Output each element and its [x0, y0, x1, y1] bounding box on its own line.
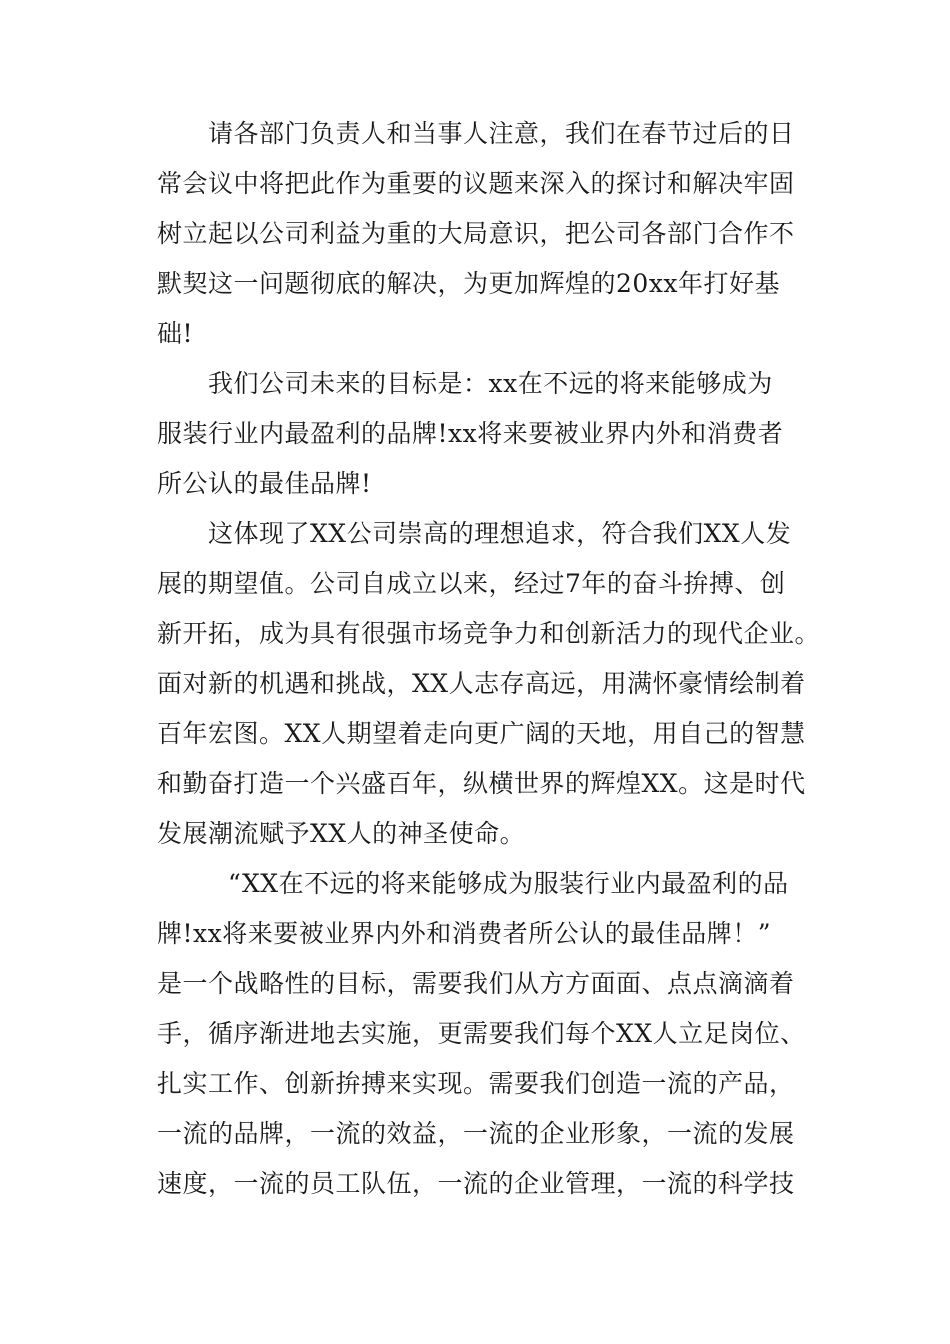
- paragraph-4-line-1: “XX在不远的将来能够成为服装行业内最盈利的品: [228, 869, 789, 898]
- paragraph-3-line-6: 和勤奋打造一个兴盛百年，纵横世界的辉煌XX。这是时代: [157, 769, 806, 798]
- paragraph-2-line-1: 我们公司未来的目标是：xx在不远的将来能够成为: [208, 369, 773, 398]
- paragraph-2-line-3: 所公认的最佳品牌!: [157, 469, 372, 498]
- paragraph-4-line-2: 牌!xx将来要被业界内外和消费者所公认的最佳品牌！”: [157, 919, 772, 948]
- paragraph-3-line-5: 百年宏图。XX人期望着走向更广阔的天地，用自己的智慧: [157, 719, 806, 748]
- paragraph-4-line-6: 一流的品牌，一流的效益，一流的企业形象，一流的发展: [157, 1119, 795, 1148]
- paragraph-3-line-3: 新开拓，成为具有很强市场竞争力和创新活力的现代企业。: [157, 619, 821, 648]
- paragraph-1-line-4: 默契这一问题彻底的解决，为更加辉煌的20xx年打好基: [157, 269, 781, 298]
- paragraph-1-line-5: 础!: [157, 319, 194, 348]
- paragraph-4-line-7: 速度，一流的员工队伍，一流的企业管理，一流的科学技: [157, 1169, 795, 1198]
- paragraph-4-line-4: 手，循序渐进地去实施，更需要我们每个XX人立足岗位、: [157, 1019, 806, 1048]
- paragraph-1-line-3: 树立起以公司利益为重的大局意识，把公司各部门合作不: [157, 219, 795, 248]
- paragraph-3-line-2: 展的期望值。公司自成立以来，经过7年的奋斗拚搏、创: [157, 569, 786, 598]
- paragraph-4-line-3: 是一个战略性的目标，需要我们从方方面面、点点滴滴着: [157, 969, 795, 998]
- paragraph-3-line-1: 这体现了XX公司崇高的理想追求，符合我们XX人发: [208, 519, 792, 548]
- paragraph-4-line-5: 扎实工作、创新拚搏来实现。需要我们创造一流的产品，: [157, 1069, 795, 1098]
- paragraph-2-line-2: 服装行业内最盈利的品牌!xx将来要被业界内外和消费者: [157, 419, 784, 448]
- paragraph-3-line-4: 面对新的机遇和挑战，XX人志存高远，用满怀豪情绘制着: [157, 669, 806, 698]
- paragraph-1-line-2: 常会议中将把此作为重要的议题来深入的探讨和解决牢固: [157, 169, 795, 198]
- paragraph-1-line-1: 请各部门负责人和当事人注意，我们在春节过后的日: [208, 119, 795, 148]
- paragraph-3-line-7: 发展潮流赋予XX人的神圣使命。: [157, 819, 526, 848]
